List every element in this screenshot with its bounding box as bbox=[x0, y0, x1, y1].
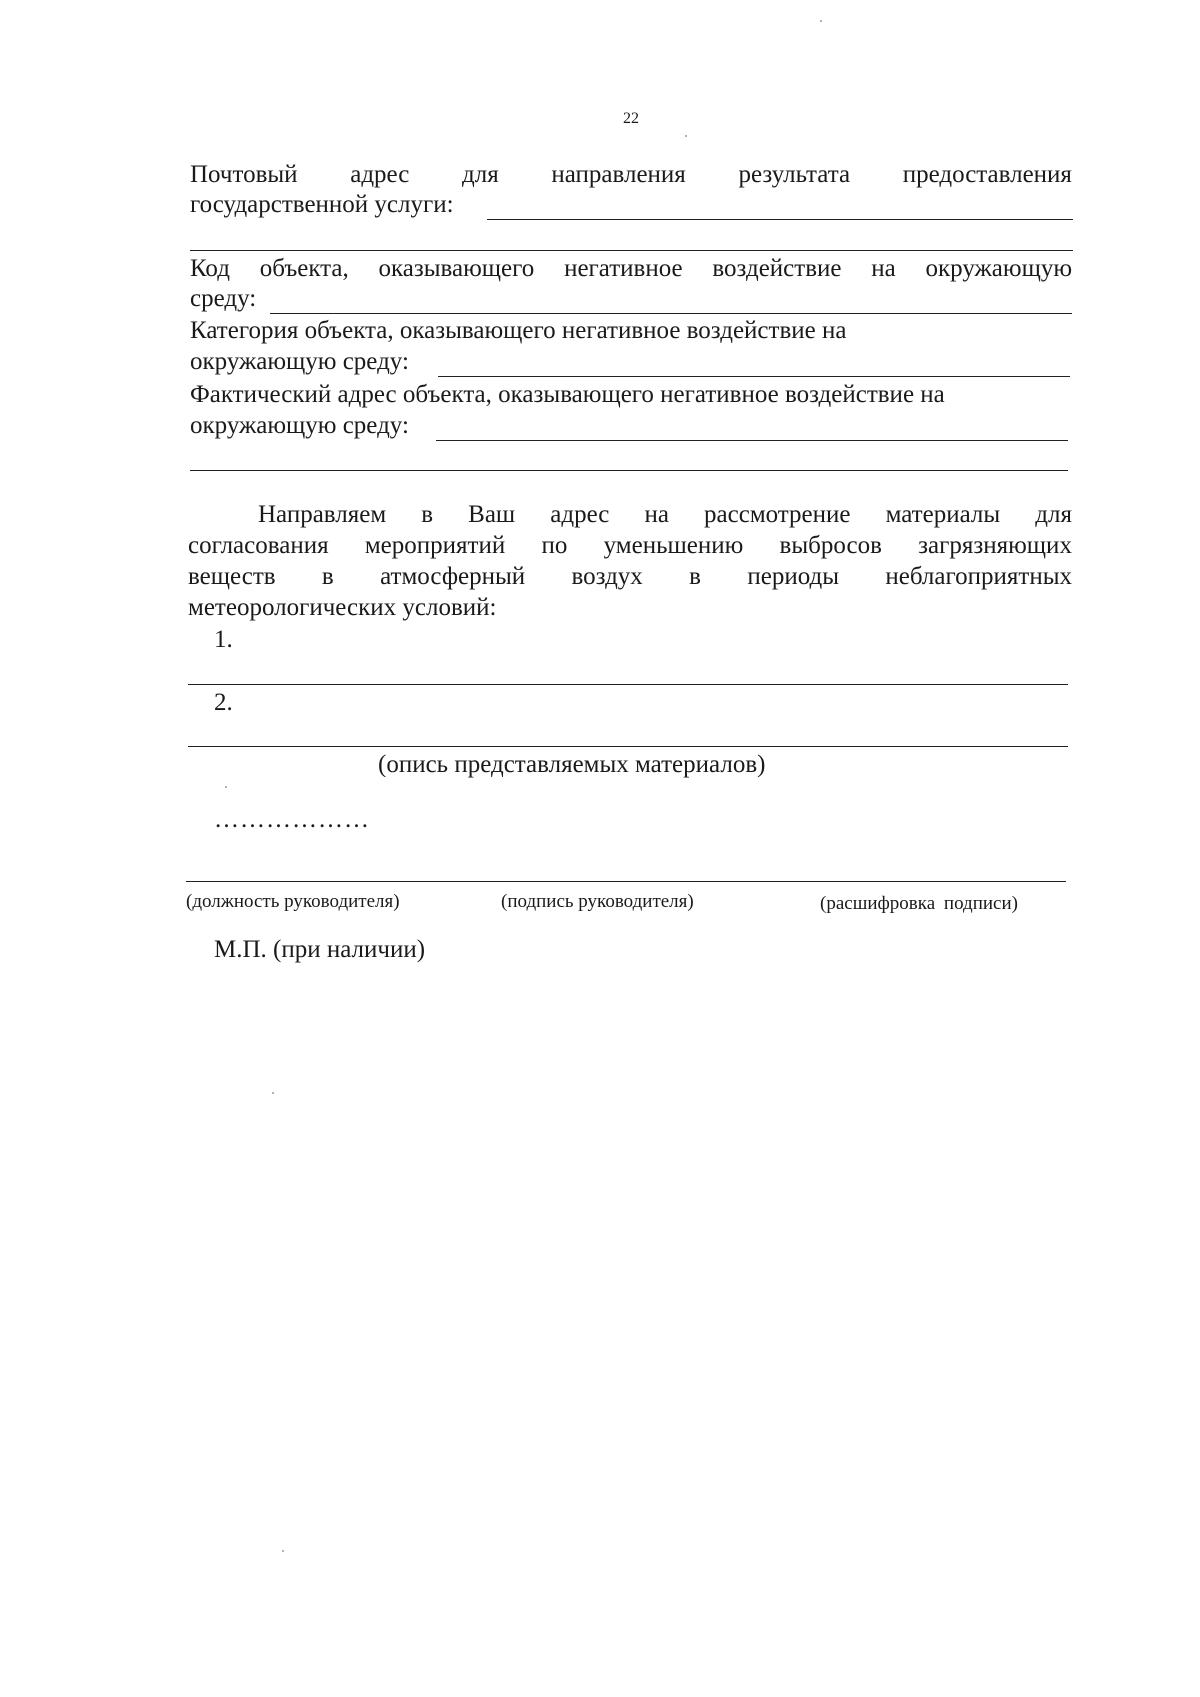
list-item-1-number: 1. bbox=[214, 626, 233, 653]
decoding-caption: (расшифровка подписи) bbox=[820, 893, 1018, 914]
scan-speck bbox=[225, 786, 227, 788]
request-paragraph-line4: метеорологических условий: bbox=[188, 594, 497, 621]
object-category-label-line1: Категория объекта, оказывающего негативное воздействие на bbox=[190, 317, 847, 344]
scan-speck bbox=[685, 135, 687, 137]
request-paragraph-line2: согласования мероприятий по уменьшению выбросов загрязняющих bbox=[188, 532, 1072, 559]
inventory-caption: (опись представляемых материалов) bbox=[378, 751, 766, 778]
postal-address-label-line1: Почтовый адрес для направления результата предоставления bbox=[190, 161, 1072, 188]
dotted-placeholder: ……………… bbox=[214, 806, 370, 833]
scan-speck bbox=[820, 20, 822, 22]
postal-address-blank-1 bbox=[487, 219, 1073, 220]
scan-speck bbox=[272, 1092, 274, 1094]
postal-address-label-line2: государственной услуги: bbox=[190, 191, 454, 218]
object-code-label-line1: Код объекта, оказывающего негативное воздействие на окружающую bbox=[190, 255, 1072, 282]
postal-address-blank-2 bbox=[190, 250, 1073, 251]
list-item-2-number: 2. bbox=[214, 689, 233, 716]
actual-address-label-line2: окружающую среду: bbox=[190, 412, 409, 439]
position-caption: (должность руководителя) bbox=[186, 891, 400, 912]
object-category-label-line2: окружающую среду: bbox=[190, 348, 409, 375]
page-number: 22 bbox=[623, 110, 639, 127]
scan-speck bbox=[282, 1550, 284, 1552]
actual-address-blank-1 bbox=[436, 440, 1068, 441]
object-category-blank bbox=[438, 376, 1070, 377]
object-code-blank bbox=[270, 313, 1072, 314]
list-item-1-blank bbox=[188, 684, 1068, 685]
request-paragraph-line1: Направляем в Ваш адрес на рассмотрение материалы для bbox=[258, 501, 1072, 528]
request-paragraph-line3: веществ в атмосферный воздух в периоды неблагоприятных bbox=[188, 563, 1072, 590]
list-item-2-blank bbox=[188, 746, 1068, 747]
actual-address-label-line1: Фактический адрес объекта, оказывающего негативное воздействие на bbox=[190, 381, 945, 408]
stamp-note: М.П. (при наличии) bbox=[214, 936, 426, 963]
object-code-label-line2: среду: bbox=[190, 285, 257, 312]
signature-line bbox=[186, 881, 1066, 882]
signature-caption: (подпись руководителя) bbox=[501, 891, 694, 912]
actual-address-blank-2 bbox=[190, 470, 1068, 471]
